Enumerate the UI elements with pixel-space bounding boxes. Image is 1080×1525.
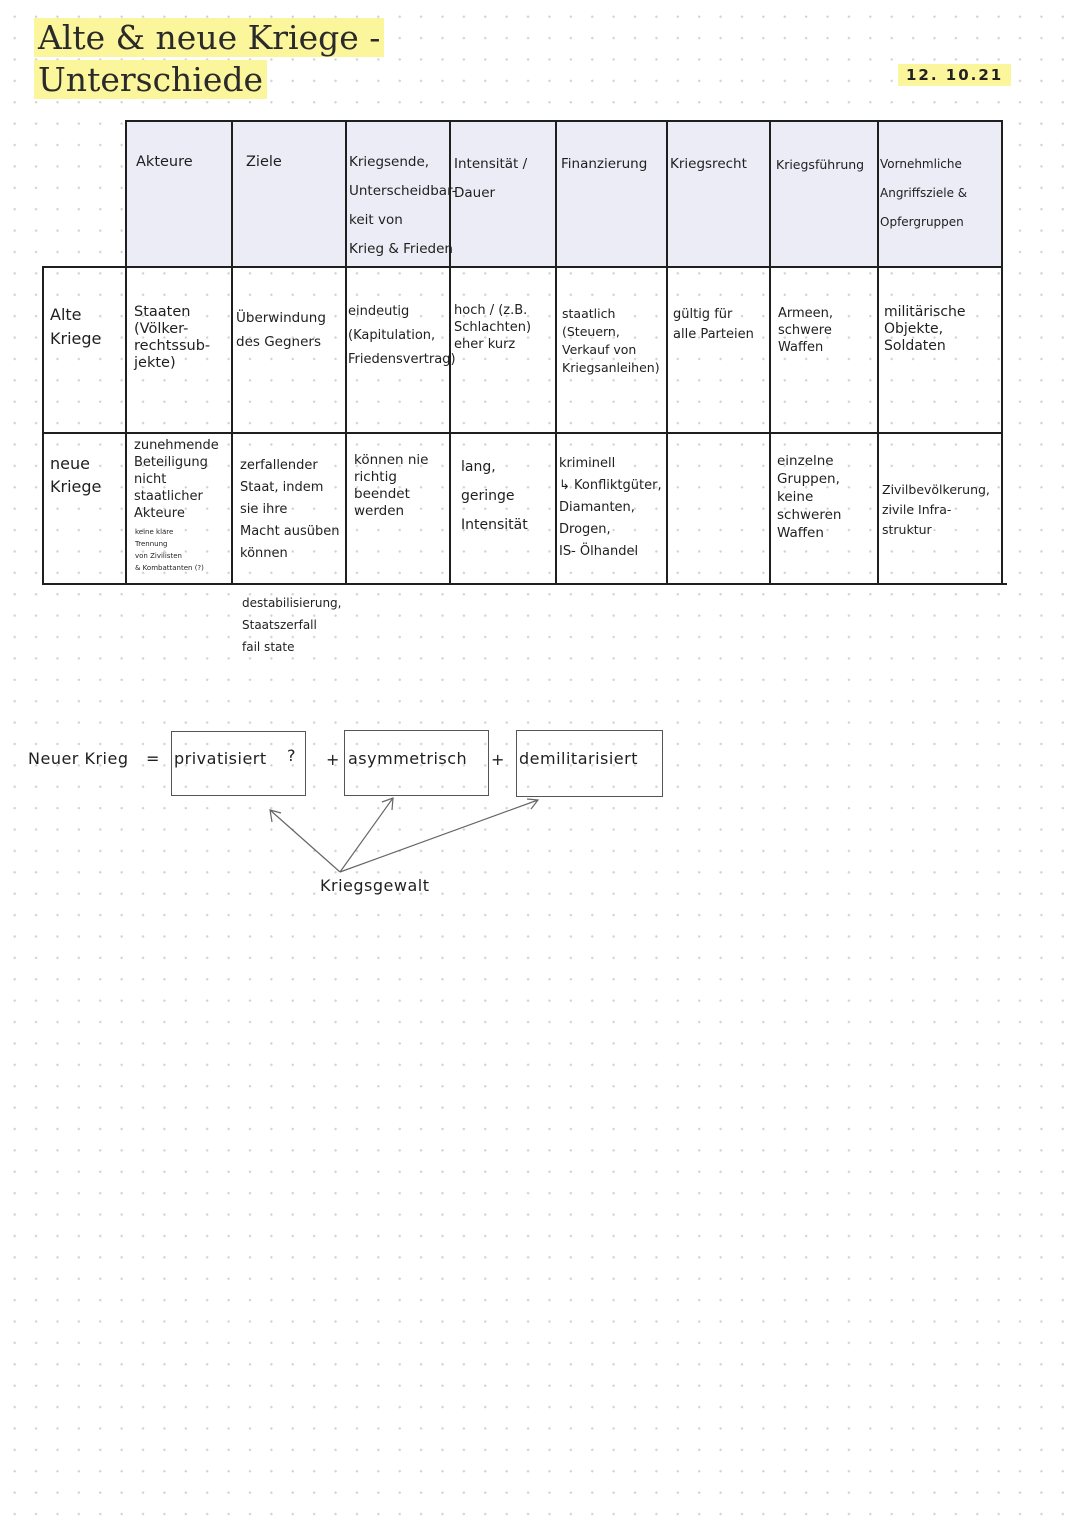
- column-header-ziele: Ziele: [246, 154, 282, 170]
- row-label-alte-kriege: Alte Kriege: [50, 305, 102, 348]
- column-header-kriegsfuehrung: Kriegsführung: [776, 157, 865, 172]
- formula-term-privatisiert: privatisiert: [174, 749, 267, 768]
- cell-neue-ziele: zerfallender Staat, indem sie ihre Macht ausüben können: [240, 458, 340, 561]
- ziele-extra-note: destabilisierung, Staatszerfall fail state: [242, 596, 342, 654]
- cell-neue-angriffsziele: Zivilbevölkerung, zivile Infra- struktur: [882, 482, 990, 537]
- column-header-akteure: Akteure: [136, 154, 193, 170]
- formula-lhs: Neuer Krieg: [28, 749, 129, 768]
- cell-alte-ziele: Überwindung des Gegners: [236, 310, 326, 350]
- cell-alte-angriffsziele: militärische Objekte, Soldaten: [884, 304, 966, 354]
- cell-alte-finanzierung: staatlich (Steuern, Verkauf von Kriegsanleihen): [562, 306, 660, 375]
- kriegsgewalt-label: Kriegsgewalt: [320, 876, 430, 895]
- cell-alte-akteure: Staaten (Völker- rechtssub- jekte): [134, 304, 211, 371]
- row-label-neue-kriege: neue Kriege: [50, 454, 102, 496]
- arrow-to-privatisiert: [270, 810, 340, 872]
- date-label: 12. 10.21: [898, 64, 1011, 86]
- cell-alte-kriegsfuehrung: Armeen, schwere Waffen: [778, 306, 834, 355]
- column-header-finanzierung: Finanzierung: [561, 156, 648, 172]
- cell-neue-akteure: zunehmende Beteiligung nicht staatlicher Akteure: [134, 438, 219, 521]
- arrow-to-asymmetrisch: [340, 798, 393, 872]
- formula-question-mark: ?: [287, 746, 296, 765]
- cell-neue-finanzierung: kriminell ↳ Konfliktgüter, Diamanten, Drogen, IS- Ölhandel: [559, 456, 662, 559]
- formula-plus-2: +: [491, 750, 505, 769]
- column-header-kriegsrecht: Kriegsrecht: [670, 156, 747, 172]
- formula-term-demilitarisiert: demilitarisiert: [519, 749, 638, 768]
- cell-neue-kriegsende: können nie richtig beendet werden: [354, 452, 429, 519]
- cell-neue-intensitaet: lang, geringe Intensität: [461, 459, 528, 533]
- arrow-to-demilitarisiert: [340, 800, 538, 872]
- column-header-intensitaet: Intensität / Dauer: [454, 156, 528, 201]
- cell-neue-akteure-note: keine klare Trennung von Zivilisten & Kombattanten (?): [135, 528, 204, 572]
- page-title-line-2: Unterschiede: [34, 60, 267, 100]
- cell-neue-kriegsfuehrung: einzelne Gruppen, keine schweren Waffen: [777, 453, 842, 541]
- cell-alte-intensitaet: hoch / (z.B. Schlachten) eher kurz: [454, 303, 532, 352]
- cell-alte-kriegsrecht: gültig für alle Parteien: [673, 307, 754, 342]
- cell-alte-kriegsende: eindeutig (Kapitulation, Friedensvertrag): [348, 304, 456, 367]
- page-title-line-1: Alte & neue Kriege -: [34, 18, 384, 58]
- formula-equals: =: [146, 749, 160, 768]
- formula-term-asymmetrisch: asymmetrisch: [348, 749, 468, 768]
- column-header-angriffsziele: Vornehmliche Angriffsziele & Opfergruppen: [880, 157, 968, 229]
- formula-plus-1: +: [326, 750, 340, 769]
- column-header-kriegsende: Kriegsende, Unterscheidbar- keit von Krieg & Frieden: [349, 154, 457, 257]
